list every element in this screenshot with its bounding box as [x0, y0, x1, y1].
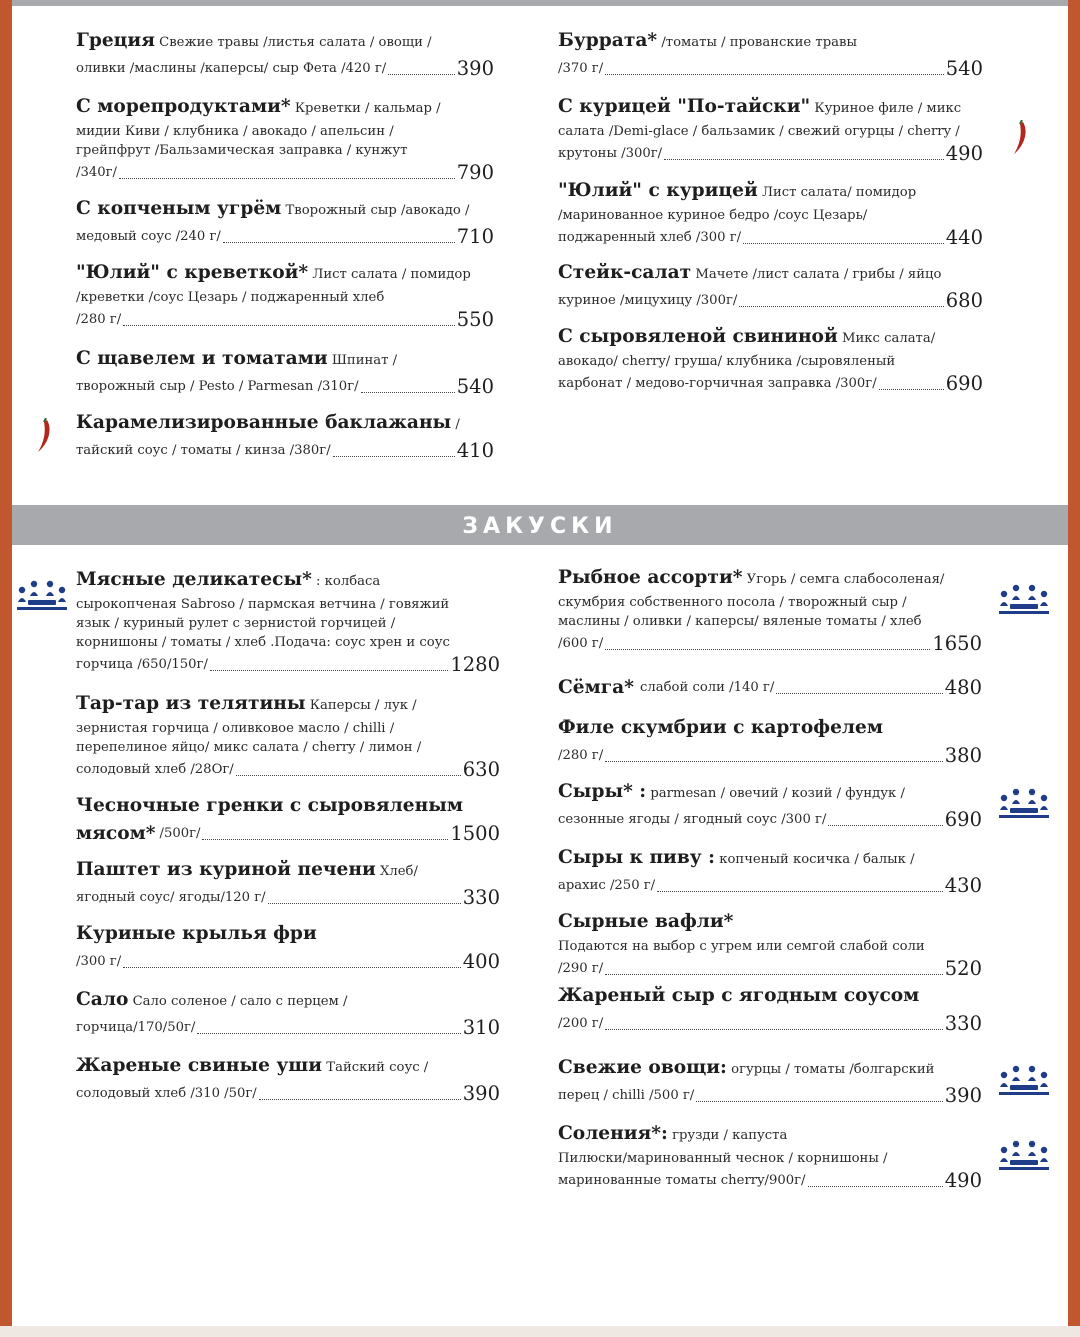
item-weight: /500г/ — [159, 826, 201, 841]
item-description: /томаты / прованские травы — [661, 35, 857, 50]
item-name: С сыровяленой свининой — [558, 326, 838, 347]
menu-item — [558, 715, 982, 769]
item-price: 380 — [944, 744, 982, 767]
item-weight: перец / chilli /500 г/ — [558, 1088, 695, 1103]
item-header — [558, 1055, 982, 1083]
menu-item — [76, 94, 494, 186]
item-description: огурцы / томаты /болгарский — [731, 1062, 935, 1077]
price-line — [558, 56, 983, 82]
menu-item — [76, 260, 494, 333]
item-description: Творожный сыр /авокадо / — [285, 203, 470, 218]
item-price: 430 — [944, 874, 982, 897]
price-line — [76, 1015, 500, 1041]
item-weight: тайский соус / томаты / кинза /380г/ — [76, 443, 331, 458]
sharing-group-icon — [996, 786, 1052, 820]
item-weight: сезонные ягоды / ягодный соус /300 г/ — [558, 812, 827, 827]
item-description: / — [455, 417, 460, 432]
item-description: авокадо/ cherry/ груша/ клубника /сыровяленый — [558, 354, 896, 369]
dotted-leader — [361, 392, 455, 393]
item-price: 440 — [945, 226, 983, 249]
item-header — [558, 983, 982, 1011]
item-weight: /340г/ — [76, 165, 117, 180]
item-name: С морепродуктами* — [76, 96, 291, 117]
menu-item — [76, 691, 500, 783]
item-name-continued: мясом* — [76, 823, 156, 844]
menu-item — [558, 779, 982, 833]
menu-item — [558, 28, 983, 82]
dotted-leader — [605, 74, 944, 75]
item-name: Жареные свиные уши — [76, 1055, 323, 1076]
menu-item — [76, 410, 494, 464]
item-price: 540 — [945, 57, 983, 80]
item-weight: оливки /маслины /каперсы/ сыр Фета /420 г/ — [76, 61, 387, 76]
item-header — [558, 909, 982, 937]
price-line — [76, 224, 494, 250]
dotted-leader — [743, 243, 944, 244]
item-header — [558, 324, 983, 352]
price-line — [76, 885, 500, 911]
menu-item — [76, 1053, 500, 1107]
item-price: 550 — [456, 308, 494, 331]
item-name: Куриные крылья фри — [76, 923, 317, 944]
price-line — [558, 631, 982, 657]
item-weight: /200 г/ — [558, 1016, 604, 1031]
item-description: : колбаса — [316, 574, 381, 589]
item-description: /маринованное куриное бедро /соус Цезарь/ — [558, 208, 868, 223]
item-name: Чесночные гренки с сыровяленым — [76, 795, 463, 816]
menu-item — [558, 909, 982, 982]
menu-item — [76, 857, 500, 911]
item-description: мидии Киви / клубника / авокадо / апельсин / — [76, 124, 394, 139]
item-price: 490 — [945, 142, 983, 165]
menu-item — [558, 1055, 982, 1109]
item-description: зернистая горчица / оливковое масло / chilli / — [76, 721, 395, 736]
item-header — [76, 921, 500, 949]
item-price: 520 — [944, 957, 982, 980]
price-line — [76, 160, 494, 186]
item-name: Соления*: — [558, 1123, 668, 1144]
price-line — [558, 288, 983, 314]
item-name: Сало — [76, 989, 129, 1010]
sharing-group-icon — [996, 1138, 1052, 1172]
item-price: 480 — [944, 676, 982, 699]
item-description: Креветки / кальмар / — [294, 101, 441, 116]
item-name: Мясные деликатесы* — [76, 569, 312, 590]
item-header — [76, 260, 494, 288]
item-price: 680 — [945, 289, 983, 312]
item-name: "Юлий" с креветкой* — [76, 262, 309, 283]
item-price: 690 — [944, 808, 982, 831]
item-header — [558, 779, 982, 807]
item-description: Тайский соус / — [326, 1060, 429, 1075]
item-description: язык / куриный рулет с зернистой горчицей / — [76, 616, 396, 631]
item-weight: крутоны /300г/ — [558, 146, 663, 161]
item-name: Свежие овощи: — [558, 1057, 727, 1078]
chili-pepper-icon — [1008, 120, 1030, 156]
item-weight: арахис /250 г/ — [558, 878, 656, 893]
price-line — [558, 675, 982, 701]
dotted-leader — [388, 74, 455, 75]
menu-item — [558, 845, 982, 899]
item-header — [76, 567, 500, 595]
item-description: корнишоны / томаты / хлеб .Подача: соус хрен и соус — [76, 635, 450, 650]
item-price: 710 — [456, 225, 494, 248]
price-line — [76, 1081, 500, 1107]
item-price: 1280 — [450, 653, 500, 676]
item-price: 330 — [944, 1012, 982, 1035]
dotted-leader — [696, 1101, 943, 1102]
item-header — [76, 94, 494, 122]
menu-page — [12, 0, 1068, 1326]
price-line — [558, 873, 982, 899]
item-name: Сырные вафли* — [558, 911, 734, 932]
item-price: 790 — [456, 161, 494, 184]
item-header — [76, 857, 500, 885]
item-header — [558, 178, 983, 206]
dotted-leader — [236, 775, 461, 776]
item-description: Сало соленое / сало с перцем / — [132, 994, 348, 1009]
dotted-leader — [119, 178, 455, 179]
item-name: Карамелизированные баклажаны — [76, 412, 452, 433]
item-price: 540 — [456, 375, 494, 398]
item-description: скумбрия собственного посола / творожный сыр / — [558, 595, 907, 610]
bottom-strip — [0, 1326, 1080, 1337]
dotted-leader — [223, 242, 455, 243]
item-header — [76, 28, 494, 56]
price-line — [558, 1011, 982, 1037]
item-description: салата /Demi-glace / бальзамик / свежий огурцы / cherry / — [558, 124, 960, 139]
item-description: /креветки /соус Цезарь / поджаренный хлеб — [76, 290, 385, 305]
item-header — [76, 410, 494, 438]
price-line — [558, 1083, 982, 1109]
item-header — [558, 845, 982, 873]
item-name: Сёмга* — [558, 677, 634, 698]
item-weight: ягодный соус/ ягоды/120 г/ — [76, 890, 266, 905]
item-header — [76, 346, 494, 374]
item-description: Шпинат / — [331, 353, 398, 368]
item-header — [76, 196, 494, 224]
item-weight: /280 г/ — [76, 312, 122, 327]
item-price: 390 — [462, 1082, 500, 1105]
item-description: сырокопченая Sabroso / пармская ветчина / говяжий — [76, 597, 450, 612]
dotted-leader — [657, 891, 943, 892]
item-name: Сыры к пиву : — [558, 847, 716, 868]
price-line — [76, 652, 500, 678]
dotted-leader — [123, 967, 461, 968]
top-bar — [12, 0, 1068, 6]
item-weight: /600 г/ — [558, 636, 604, 651]
item-weight: /300 г/ — [76, 954, 122, 969]
dotted-leader — [776, 693, 942, 694]
section-title-snacks: ЗАКУСКИ — [12, 505, 1068, 545]
item-description: Куриное филе / микс — [814, 101, 962, 116]
price-line — [558, 956, 982, 982]
menu-item — [76, 28, 494, 82]
item-price: 410 — [456, 439, 494, 462]
menu-item — [76, 567, 500, 678]
item-name: Филе скумбрии с картофелем — [558, 717, 883, 738]
menu-item — [76, 987, 500, 1041]
item-weight: солодовый хлеб /28Oг/ — [76, 762, 234, 777]
dotted-leader — [828, 825, 942, 826]
item-name: Стейк-салат — [558, 262, 692, 283]
price-line — [558, 141, 983, 167]
item-name: Тар-тар из телятины — [76, 693, 306, 714]
price-line — [558, 371, 983, 397]
item-name: Греция — [76, 30, 155, 51]
item-price: 630 — [462, 758, 500, 781]
dotted-leader — [202, 839, 448, 840]
item-name: С щавелем и томатами — [76, 348, 328, 369]
item-price: 330 — [462, 886, 500, 909]
item-name: Паштет из куриной печени — [76, 859, 376, 880]
item-description: Угорь / семга слабосоленая/ — [746, 572, 945, 587]
price-line — [76, 56, 494, 82]
dotted-leader — [197, 1033, 460, 1034]
menu-item — [558, 675, 982, 701]
dotted-leader — [268, 903, 461, 904]
item-price: 390 — [944, 1084, 982, 1107]
dotted-leader — [879, 389, 944, 390]
item-description: Подаются на выбор с угрем или семгой слабой соли — [558, 939, 925, 954]
item-price: 310 — [462, 1016, 500, 1039]
dotted-leader — [259, 1099, 461, 1100]
item-description: Лист салата/ помидор — [761, 185, 917, 200]
item-header — [76, 1053, 500, 1081]
item-name: Жареный сыр с ягодным соусом — [558, 985, 920, 1006]
item-weight: /370 г/ — [558, 61, 604, 76]
item-weight: горчица /650/150г/ — [76, 657, 208, 672]
item-description: грейпфрут /Бальзамическая заправка / кунжут — [76, 143, 408, 158]
item-description: маслины / оливки / каперсы/ вяленые томаты / хлеб — [558, 614, 922, 629]
item-header — [558, 94, 983, 122]
item-name: Буррата* — [558, 30, 658, 51]
item-header — [76, 691, 500, 719]
item-name: "Юлий" с курицей — [558, 180, 758, 201]
item-name: С копченым угрём — [76, 198, 282, 219]
item-weight: /290 г/ — [558, 961, 604, 976]
item-description: грузди / капуста — [672, 1128, 788, 1143]
sharing-group-icon — [14, 578, 70, 612]
item-description: Микс салата/ — [841, 331, 936, 346]
sharing-group-icon — [996, 1063, 1052, 1097]
item-name: Сыры* : — [558, 781, 647, 802]
chili-pepper-icon — [32, 418, 54, 454]
item-weight: куриное /мицухицу /300г/ — [558, 293, 738, 308]
dotted-leader — [808, 1186, 943, 1187]
item-weight: карбонат / медово-горчичная заправка /300г/ — [558, 376, 877, 391]
item-weight: горчица/170/50г/ — [76, 1020, 196, 1035]
menu-item — [558, 1121, 982, 1194]
item-weight: маринованные томаты cherry/900г/ — [558, 1173, 806, 1188]
dotted-leader — [664, 159, 944, 160]
dotted-leader — [605, 649, 930, 650]
item-header — [558, 1121, 982, 1149]
price-line — [558, 225, 983, 251]
item-price: 1500 — [450, 822, 500, 845]
item-price: 400 — [462, 950, 500, 973]
item-description: Пилюски/маринованный чеснок / корнишоны / — [558, 1151, 888, 1166]
menu-item — [558, 324, 983, 397]
menu-item — [76, 793, 500, 847]
item-weight: медовый соус /240 г/ — [76, 229, 221, 244]
item-description: Лист салата / помидор — [312, 267, 471, 282]
menu-item — [558, 565, 982, 657]
price-line — [76, 949, 500, 975]
item-weight: слабой соли /140 г/ — [639, 680, 775, 695]
item-weight: творожный сыр / Pesto / Parmesan /310г/ — [76, 379, 359, 394]
dotted-leader — [123, 325, 455, 326]
menu-item — [76, 346, 494, 400]
menu-item — [76, 196, 494, 250]
item-description: Свежие травы /листья салата / овощи / — [159, 35, 432, 50]
item-description: перепелиное яйцо/ микс салата / cherry / лимон / — [76, 740, 422, 755]
item-header — [558, 28, 983, 56]
price-line — [558, 807, 982, 833]
item-weight: поджаренный хлеб /300 г/ — [558, 230, 742, 245]
item-description: Мачете /лист салата / грибы / яйцо — [695, 267, 942, 282]
item-header — [558, 565, 982, 593]
item-name: Рыбное ассорти* — [558, 567, 743, 588]
price-line — [76, 757, 500, 783]
dotted-leader — [210, 670, 448, 671]
menu-item — [558, 983, 982, 1037]
dotted-leader — [333, 456, 455, 457]
price-line — [76, 821, 500, 847]
item-header — [558, 715, 982, 743]
dotted-leader — [605, 1029, 943, 1030]
item-description: Каперсы / лук / — [309, 698, 417, 713]
menu-item — [558, 94, 983, 167]
price-line — [76, 438, 494, 464]
item-price: 690 — [945, 372, 983, 395]
dotted-leader — [605, 974, 943, 975]
item-description: Хлеб/ — [379, 864, 418, 879]
menu-item — [558, 260, 983, 314]
price-line — [76, 307, 494, 333]
price-line — [76, 374, 494, 400]
item-weight: /280 г/ — [558, 748, 604, 763]
item-header — [76, 987, 500, 1015]
dotted-leader — [739, 306, 943, 307]
price-line — [558, 1168, 982, 1194]
price-line — [558, 743, 982, 769]
item-header — [76, 793, 500, 821]
menu-item — [558, 178, 983, 251]
item-description: копченый косичка / балык / — [719, 852, 915, 867]
item-name: С курицей "По-тайски" — [558, 96, 811, 117]
item-description: parmesan / овечий / козий / фундук / — [650, 786, 905, 801]
sharing-group-icon — [996, 582, 1052, 616]
dotted-leader — [605, 761, 943, 762]
item-price: 390 — [456, 57, 494, 80]
item-price: 1650 — [932, 632, 982, 655]
item-header — [558, 260, 983, 288]
menu-item — [76, 921, 500, 975]
item-price: 490 — [944, 1169, 982, 1192]
item-weight: солодовый хлеб /310 /50г/ — [76, 1086, 257, 1101]
